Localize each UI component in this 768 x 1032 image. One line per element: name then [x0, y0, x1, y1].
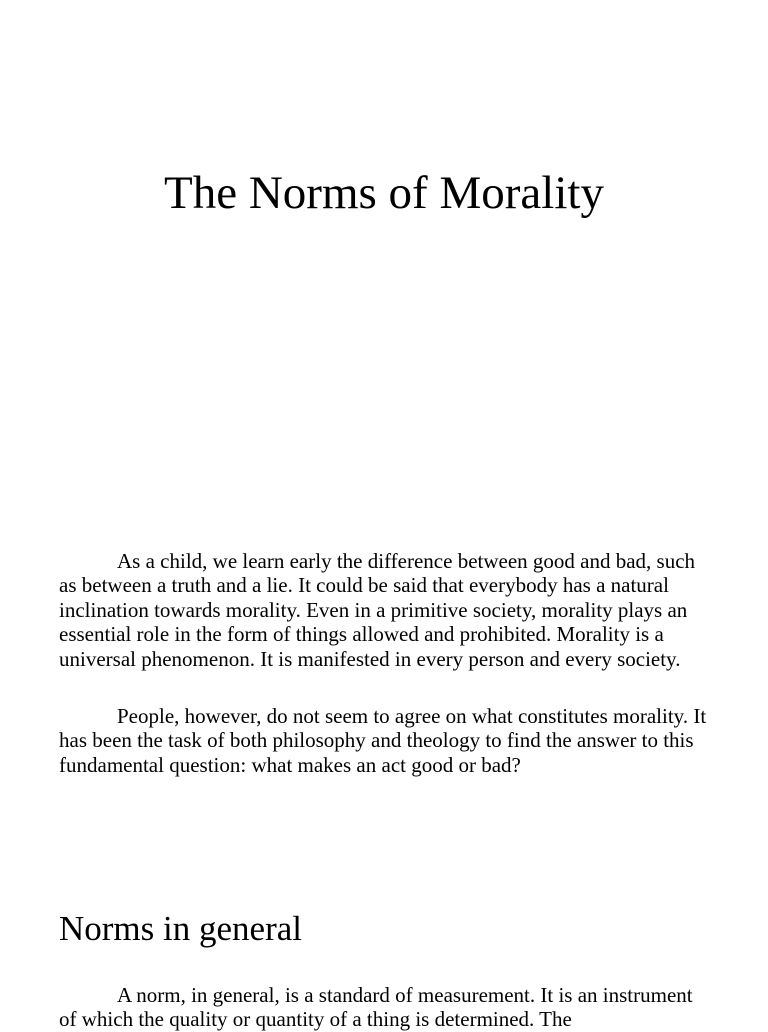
paragraph-text: People, however, do not seem to agree on what constitutes morality. It has been the task of both philosophy and theology to find the answer to this fundamental question: what makes an act good or bad? — [59, 704, 707, 777]
paragraph-text: As a child, we learn early the difference between good and bad, such as between a truth and a lie. It could be said that everybody has a natural inclination towards morality. Even in a primitive society, morality plays an essential role in the form of things allowed and prohibited. Morality is a universal phenomenon. It is manifested in every person and every society. — [59, 549, 696, 671]
page-title: The Norms of Morality — [164, 167, 604, 219]
intro-paragraph-2 — [59, 704, 709, 777]
intro-paragraph-1 — [59, 549, 709, 671]
section-paragraph-1 — [59, 983, 709, 1032]
section-heading: Norms in general — [59, 909, 302, 948]
paragraph-text: A norm, in general, is a standard of measurement. It is an instrument of which the quality or quantity of a thing is determined. The — [59, 983, 693, 1032]
